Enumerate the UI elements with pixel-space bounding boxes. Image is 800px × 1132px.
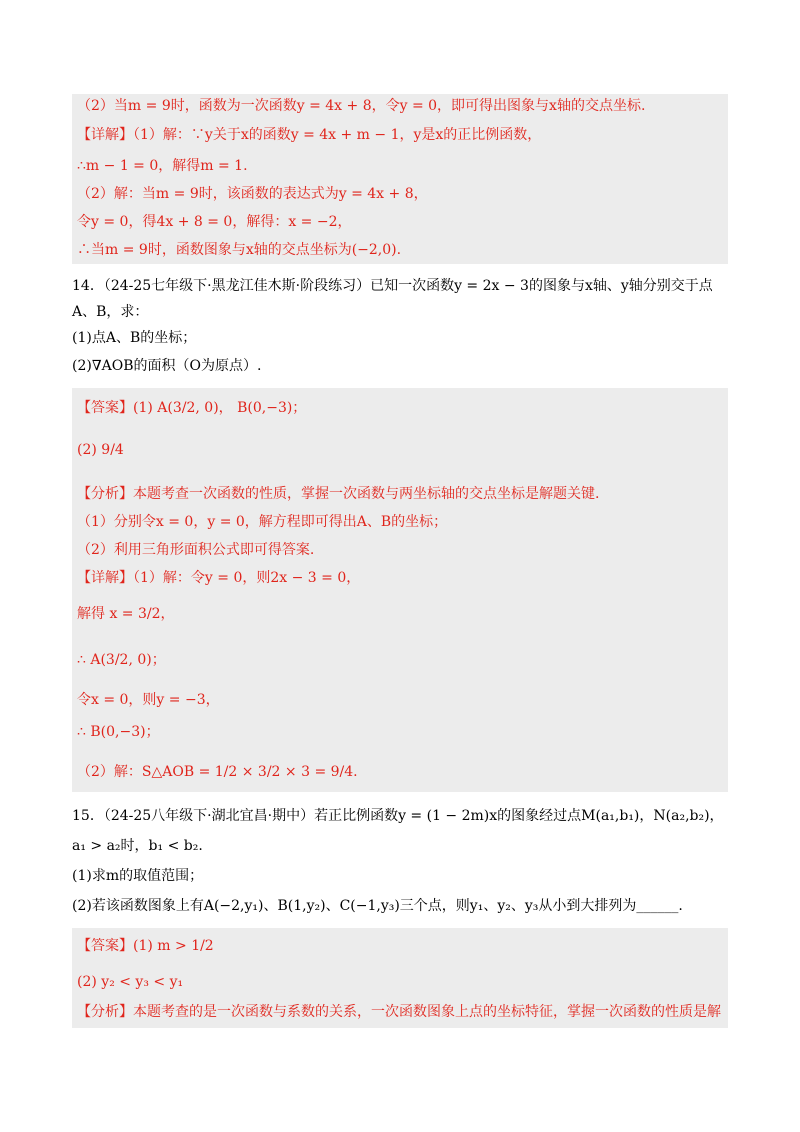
q14-detail-2: 解得 x = 3/2，	[77, 606, 175, 622]
q14-part-1: (1)点A、B的坐标；	[72, 330, 197, 346]
detail-line-3: （2）解：当m = 9时，该函数的表达式为y = 4x + 8，	[77, 186, 428, 202]
analysis-tag: 【分析】	[77, 1004, 133, 1020]
detail-line-5: ∴当m = 9时，函数图象与x轴的交点坐标为(−2,0).	[77, 242, 402, 258]
q15-answer-1	[77, 936, 214, 956]
answer-tag: 【答案】	[77, 400, 133, 416]
solution-band-13	[72, 94, 728, 264]
q14-answer-2: (2) 9/4	[77, 442, 124, 458]
detail-line-2: ∴m − 1 = 0，解得m = 1.	[77, 158, 248, 174]
solution-band-14	[72, 388, 728, 792]
q15-stem-line-1: 15．（24-25八年级下·湖北宜昌·期中）若正比例函数y = (1 − 2m)x的图象经过点M(a₁,b₁)，N(a₂,b₂)，	[72, 808, 724, 824]
analysis-text: 本题考查的是一次函数与系数的关系，一次函数图象上点的坐标特征，掌握一次函数的性质是解	[133, 1004, 721, 1020]
q14-detail-4: 令x = 0，则y = −3，	[77, 692, 220, 708]
q15-analysis-1	[77, 1002, 721, 1022]
answer-text: (1) A(3/2, 0)， B(0,−3)；	[133, 400, 307, 416]
detail-line-4: 令y = 0，得4x + 8 = 0，解得：x = −2，	[77, 214, 352, 230]
q14-detail-6: （2）解：S△AOB = 1/2 × 3/2 × 3 = 9/4.	[77, 764, 358, 780]
q15-stem-line-2: a₁ > a₂时，b₁ < b₂.	[72, 838, 203, 854]
q15-part-1: (1)求m的取值范围；	[72, 868, 204, 884]
q14-detail-1	[77, 568, 360, 588]
q14-analysis-3: （2）利用三角形面积公式即可得答案.	[77, 542, 315, 558]
detail-line-1	[77, 125, 541, 145]
detail-tag: 【详解】	[77, 127, 133, 143]
answer-text: (1) m > 1/2	[133, 938, 214, 954]
q14-part-2: (2)∇AOB的面积（O为原点）.	[72, 358, 262, 374]
q14-stem-line-1: 14．（24-25七年级下·黑龙江佳木斯·阶段练习）已知一次函数y = 2x − 3的图象与x轴、y轴分别交于点	[72, 278, 713, 294]
analysis-line: （2）当m = 9时，函数为一次函数y = 4x + 8，令y = 0，即可得出图象与x轴的交点坐标.	[77, 98, 646, 114]
q15-part-2: (2)若该函数图象上有A(−2,y₁)、B(1,y₂)、C(−1,y₃)三个点，则y₁、y₂、y₃从小到大排列为______.	[72, 898, 683, 914]
q14-stem-line-2: A、B，求：	[72, 304, 149, 320]
detail-text: （1）解：∵y关于x的函数y = 4x + m − 1，y是x的正比例函数，	[133, 127, 542, 143]
detail-text: （1）解：令y = 0，则2x − 3 = 0，	[133, 570, 361, 586]
analysis-tag: 【分析】	[77, 486, 133, 502]
q15-answer-2: (2) y₂ < y₃ < y₁	[77, 974, 184, 990]
q14-detail-3: ∴ A(3/2, 0)；	[77, 652, 166, 668]
analysis-text: 本题考查一次函数的性质，掌握一次函数与两坐标轴的交点坐标是解题关键.	[133, 486, 600, 502]
detail-tag: 【详解】	[77, 570, 133, 586]
q14-analysis-2: （1）分别令x = 0，y = 0，解方程即可得出A、B的坐标；	[77, 514, 448, 530]
q14-answer-1	[77, 398, 306, 418]
q14-analysis-1	[77, 484, 599, 504]
q14-detail-5: ∴ B(0,−3)；	[77, 724, 160, 740]
answer-tag: 【答案】	[77, 938, 133, 954]
